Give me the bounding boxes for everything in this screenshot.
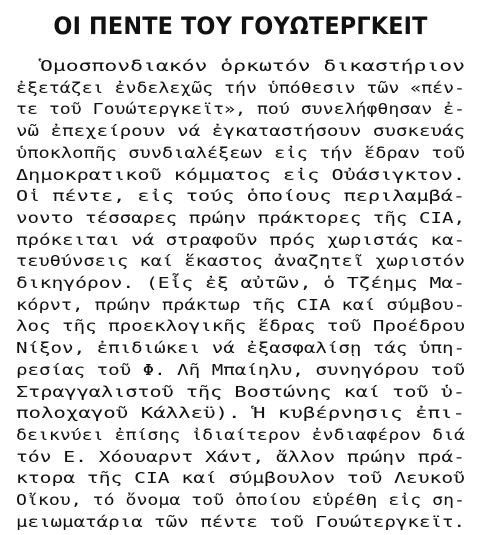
article-line: τόν Ε. Χόουαρντ Χάντ, ἄλλον πρώην πρά- (16, 447, 465, 466)
article-line: πρόκειται νά στραφοῦν πρός χωριστάς κα- (16, 230, 465, 249)
article-line: δικηγόρον. (Εἷς ἐξ αὐτῶν, ὁ Τζέημς Μα- (16, 274, 465, 293)
headline: ΟΙ ΠΕΝΤΕ ΤΟΥ ΓΟΥΩΤΕΡΓΚΕΙΤ (53, 12, 428, 40)
article-line: Στραγγαλιστοῦ τῆς Βοστώνης καί τοῦ ὑ- (16, 382, 465, 401)
article-line: μειωματάρια τῶν πέντε τοῦ Γουώτεργκεϊτ. (16, 512, 465, 531)
article-line: Νίξον, ἐπιδιώκει νά ἐξασφαλίσῃ τάς ὑπη- (16, 339, 465, 358)
article-line: πολοχαγοῦ Κάλλεϋ). Ἡ κυβέρνησις ἐπι- (16, 404, 465, 423)
article-line: Ὁμοσπονδιακόν ὁρκωτόν δικαστήριον (39, 57, 465, 75)
article-line: τε τοῦ Γουώτεργκεϊτ», πού συνελήφθησαν ἐ- (16, 100, 465, 119)
article-line: ὑποκλοπῆς συνδιαλέξεων εἰς τήν ἕδραν τοῦ (16, 143, 465, 162)
article-line: τευθύνσεις καί ἕκαστος ἀναζητεῖ χωριστόν (16, 252, 465, 271)
article-line: νῶ ἐπεχείρουν νά ἐγκαταστήσουν συσκευάς (16, 122, 465, 141)
article-line: Οἴκου, τό ὄνομα τοῦ ὁποίου εὑρέθη εἰς ση- (16, 491, 465, 510)
article-line: νοντο τέσσαρες πρώην πράκτορες τῆς CIA, (16, 208, 465, 227)
article-line: δεικνύει ἐπίσης ἰδιαίτερον ἐνδιαφέρον διά (16, 425, 465, 444)
article-body (16, 56, 465, 533)
article-line: κτορα τῆς CIA καί σύμβουλον τοῦ Λευκοῦ (16, 469, 465, 488)
article-line: Δημοκρατικοῦ κόμματος εἰς Οὐάσιγκτον. (16, 165, 465, 184)
article-line: ρεσίας τοῦ Φ. Λῆ Μπαίηλυ, συνηγόρου τοῦ (16, 360, 465, 379)
article-line: Οἱ πέντε, εἰς τούς ὁποίους περιλαμβά- (16, 187, 465, 206)
article-line: λος τῆς προεκλογικῆς ἕδρας τοῦ Προέδρου (16, 317, 465, 336)
article-line: ἐξετάζει ἐνδελεχῶς τήν ὑπόθεσιν τῶν «πέν- (16, 78, 465, 97)
article-line: κόρντ, πρώην πράκτωρ τῆς CIA καί σύμβου- (16, 295, 465, 314)
